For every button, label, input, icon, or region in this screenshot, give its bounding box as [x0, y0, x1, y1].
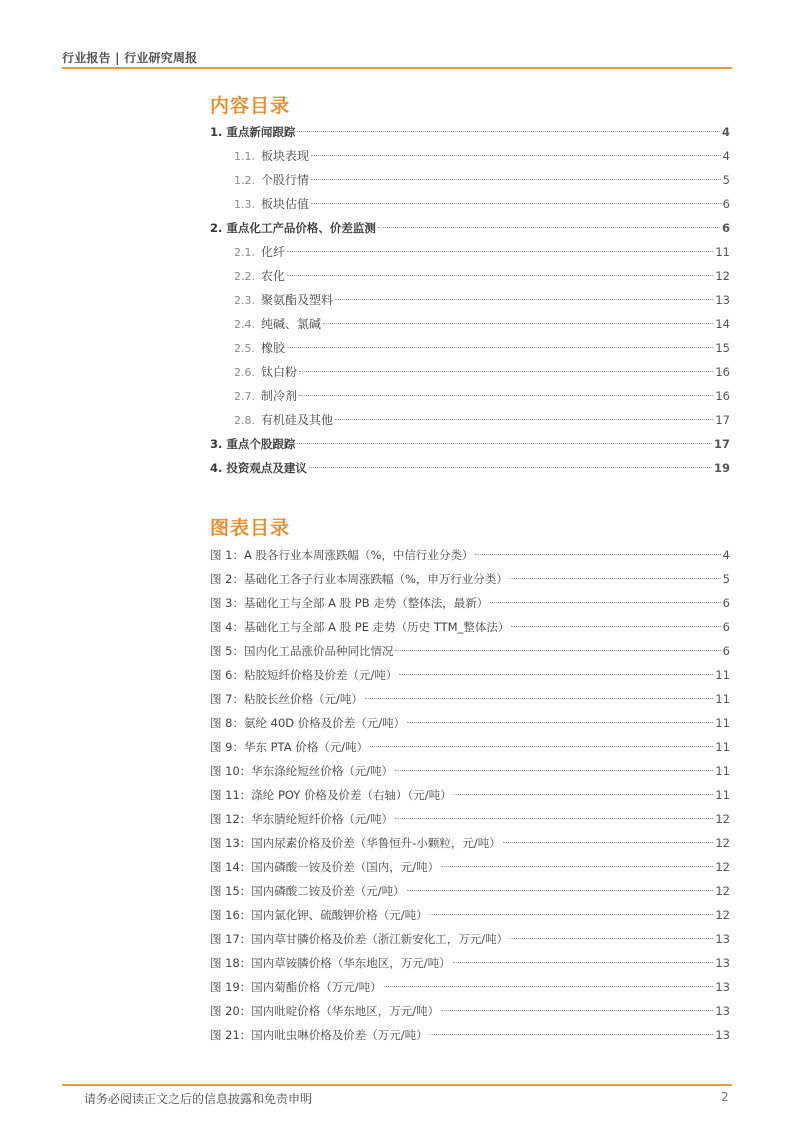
dot-leader [299, 395, 713, 396]
entry-page-number: 11 [715, 245, 730, 259]
entry-page-number: 17 [713, 437, 730, 451]
toc-subsection-entry[interactable] [210, 264, 730, 288]
dot-leader [511, 626, 720, 627]
entry-label: 制冷剂 [261, 389, 298, 403]
entry-label: 图 13：国内尿素价格及价差（华鲁恒升-小颗粒，元/吨） [210, 836, 501, 850]
dot-leader [510, 938, 713, 939]
entry-number: 2.7. [234, 390, 255, 403]
entry-label: 图 15：国内磷酸二铵及价差（元/吨） [210, 884, 405, 898]
toc-subsection-entry[interactable] [210, 312, 730, 336]
toc-subsection-entry[interactable] [210, 360, 730, 384]
entry-number: 2.3. [234, 294, 255, 307]
figure-entry[interactable] [210, 855, 730, 879]
figure-entry[interactable] [210, 831, 730, 855]
entry-number: 2.1. [234, 246, 255, 259]
entry-label: 图 7：粘胶长丝价格（元/吨） [210, 692, 363, 706]
dot-leader [441, 866, 713, 867]
toc-subsection-entry[interactable] [210, 408, 730, 432]
entry-page-number: 6 [722, 596, 730, 610]
figure-entry[interactable] [210, 903, 730, 927]
entry-page-number: 13 [715, 932, 730, 946]
entry-page-number: 19 [713, 461, 730, 475]
entry-page-number: 16 [715, 365, 730, 379]
entry-page-number: 6 [722, 197, 730, 211]
entry-label: 农化 [261, 269, 286, 283]
entry-page-number: 11 [715, 764, 730, 778]
dot-leader [454, 794, 714, 795]
toc-subsection-entry[interactable] [210, 168, 730, 192]
entry-page-number: 13 [715, 956, 730, 970]
figure-entry[interactable] [210, 543, 730, 567]
entry-page-number: 17 [715, 413, 730, 427]
figures-title: 图表目录 [210, 517, 291, 539]
entry-label: 4. 投资观点及建议 [210, 461, 307, 475]
toc-section-entry[interactable] [210, 216, 730, 240]
entry-page-number: 6 [722, 644, 730, 658]
entry-label: 2. 重点化工产品价格、价差监测 [210, 221, 376, 235]
entry-page-number: 12 [715, 812, 730, 826]
dot-leader [335, 299, 713, 300]
figure-entry[interactable] [210, 639, 730, 663]
dot-leader [365, 698, 714, 699]
entry-page-number: 12 [715, 884, 730, 898]
figure-entry[interactable] [210, 807, 730, 831]
entry-label: 图 16：国内氯化钾、硫酸钾价格（元/吨） [210, 908, 428, 922]
entry-page-number: 12 [715, 860, 730, 874]
entry-label: 板块估值 [261, 197, 310, 211]
toc-subsection-entry[interactable] [210, 240, 730, 264]
entry-label: 图 10：华东涤纶短丝价格（元/吨） [210, 764, 394, 778]
contents-list [210, 120, 730, 480]
entry-page-number: 15 [715, 341, 730, 355]
dot-leader [384, 986, 714, 987]
dot-leader [287, 347, 713, 348]
entry-page-number: 12 [715, 269, 730, 283]
dot-leader [503, 842, 714, 843]
figure-entry[interactable] [210, 1023, 730, 1047]
entry-label: 橡胶 [261, 341, 286, 355]
figure-entry[interactable] [210, 687, 730, 711]
figures-list [210, 543, 730, 1047]
entry-label: 个股行情 [261, 173, 310, 187]
dot-leader [323, 323, 713, 324]
entry-number: 2.5. [234, 342, 255, 355]
entry-label: 图 2：基础化工各子行业本周涨跌幅（%，申万行业分类） [210, 572, 508, 586]
dot-leader [399, 674, 713, 675]
figure-entry[interactable] [210, 783, 730, 807]
entry-label: 图 21：国内吡虫啉价格及价差（万元/吨） [210, 1028, 428, 1042]
entry-label: 图 19：国内菊酯价格（万元/吨） [210, 980, 382, 994]
toc-subsection-entry[interactable] [210, 144, 730, 168]
entry-page-number: 14 [715, 317, 730, 331]
entry-label: 图 12：华东腈纶短纤价格（元/吨） [210, 812, 394, 826]
dot-leader [395, 650, 720, 651]
dot-leader [299, 371, 713, 372]
dot-leader [475, 554, 720, 555]
entry-label: 图 6：粘胶短纤价格及价差（元/吨） [210, 668, 398, 682]
dot-leader [441, 1010, 713, 1011]
figure-entry[interactable] [210, 951, 730, 975]
entry-number: 2.2. [234, 270, 255, 283]
dot-leader [370, 746, 713, 747]
entry-page-number: 16 [715, 389, 730, 403]
toc-subsection-entry[interactable] [210, 384, 730, 408]
dot-leader [297, 131, 720, 132]
entry-page-number: 6 [722, 620, 730, 634]
figure-entry[interactable] [210, 663, 730, 687]
entry-page-number: 4 [721, 125, 730, 139]
entry-number: 1.1. [234, 150, 255, 163]
dot-leader [287, 251, 713, 252]
entry-label: 图 4：基础化工与全部 A 股 PE 走势（历史 TTM_整体法） [210, 620, 510, 634]
entry-label: 3. 重点个股跟踪 [210, 437, 296, 451]
contents-title: 内容目录 [210, 95, 291, 117]
figure-entry[interactable] [210, 975, 730, 999]
entry-page-number: 13 [715, 1004, 730, 1018]
entry-label: 聚氨酯及塑料 [261, 293, 334, 307]
entry-label: 图 9：华东 PTA 价格（元/吨） [210, 740, 369, 754]
entry-page-number: 13 [715, 980, 730, 994]
dot-leader [407, 890, 714, 891]
entry-number: 1.2. [234, 174, 255, 187]
dot-leader [287, 275, 713, 276]
entry-label: 图 5：国内化工品涨价品种同比情况 [210, 644, 394, 658]
entry-label: 图 3：基础化工与全部 A 股 PB 走势（整体法，最新） [210, 596, 489, 610]
toc-section-entry[interactable] [210, 120, 730, 144]
header-divider [62, 67, 732, 69]
footer-disclaimer: 请务必阅读正文之后的信息披露和免责申明 [84, 1092, 313, 1106]
dot-leader [430, 914, 714, 915]
dot-leader [311, 179, 721, 180]
entry-page-number: 4 [722, 548, 730, 562]
entry-label: 图 20：国内吡啶价格（华东地区，万元/吨） [210, 1004, 440, 1018]
entry-page-number: 13 [715, 293, 730, 307]
entry-label: 图 14：国内磷酸一铵及价差（国内，元/吨） [210, 860, 440, 874]
figure-entry[interactable] [210, 711, 730, 735]
entry-label: 图 17：国内草甘膦价格及价差（浙江新安化工，万元/吨） [210, 932, 509, 946]
toc-subsection-entry[interactable] [210, 192, 730, 216]
dot-leader [453, 962, 714, 963]
dot-leader [430, 1034, 714, 1035]
toc-section-entry[interactable] [210, 456, 730, 480]
figure-entry[interactable] [210, 759, 730, 783]
dot-leader [335, 419, 713, 420]
toc-subsection-entry[interactable] [210, 288, 730, 312]
entry-page-number: 5 [722, 173, 730, 187]
entry-label: 图 1：A 股各行业本周涨跌幅（%，中信行业分类） [210, 548, 474, 562]
entry-page-number: 11 [715, 716, 730, 730]
entry-page-number: 4 [722, 149, 730, 163]
page-number: 2 [721, 1090, 729, 1104]
report-header: 行业报告 | 行业研究周报 [62, 51, 198, 65]
figure-entry[interactable] [210, 735, 730, 759]
dot-leader [297, 443, 712, 444]
dot-leader [395, 770, 713, 771]
entry-page-number: 5 [722, 572, 730, 586]
entry-label: 图 11：涤纶 POY 价格及价差（右轴）（元/吨） [210, 788, 452, 802]
entry-label: 钛白粉 [261, 365, 298, 379]
entry-label: 板块表现 [261, 149, 310, 163]
figure-entry[interactable] [210, 591, 730, 615]
dot-leader [395, 818, 713, 819]
entry-label: 图 18：国内草铵膦价格（华东地区，万元/吨） [210, 956, 451, 970]
entry-number: 2.8. [234, 414, 255, 427]
entry-page-number: 11 [715, 788, 730, 802]
entry-page-number: 11 [715, 668, 730, 682]
dot-leader [311, 155, 721, 156]
figure-entry[interactable] [210, 879, 730, 903]
toc-section-entry[interactable] [210, 432, 730, 456]
toc-subsection-entry[interactable] [210, 336, 730, 360]
dot-leader [510, 578, 721, 579]
entry-page-number: 13 [715, 1028, 730, 1042]
entry-label: 1. 重点新闻跟踪 [210, 125, 296, 139]
dot-leader [311, 203, 721, 204]
footer-divider [62, 1084, 732, 1086]
entry-label: 图 8：氨纶 40D 价格及价差（元/吨） [210, 716, 406, 730]
entry-number: 2.6. [234, 366, 255, 379]
entry-label: 纯碱、氯碱 [261, 317, 322, 331]
entry-label: 化纤 [261, 245, 286, 259]
entry-page-number: 11 [715, 692, 730, 706]
entry-page-number: 6 [721, 221, 730, 235]
figure-entry[interactable] [210, 567, 730, 591]
dot-leader [490, 602, 720, 603]
entry-page-number: 12 [715, 908, 730, 922]
entry-page-number: 11 [715, 740, 730, 754]
entry-page-number: 12 [715, 836, 730, 850]
dot-leader [378, 227, 720, 228]
figure-entry[interactable] [210, 999, 730, 1023]
figure-entry[interactable] [210, 615, 730, 639]
dot-leader [309, 467, 712, 468]
entry-number: 2.4. [234, 318, 255, 331]
dot-leader [407, 722, 713, 723]
entry-label: 有机硅及其他 [261, 413, 334, 427]
entry-number: 1.3. [234, 198, 255, 211]
figure-entry[interactable] [210, 927, 730, 951]
